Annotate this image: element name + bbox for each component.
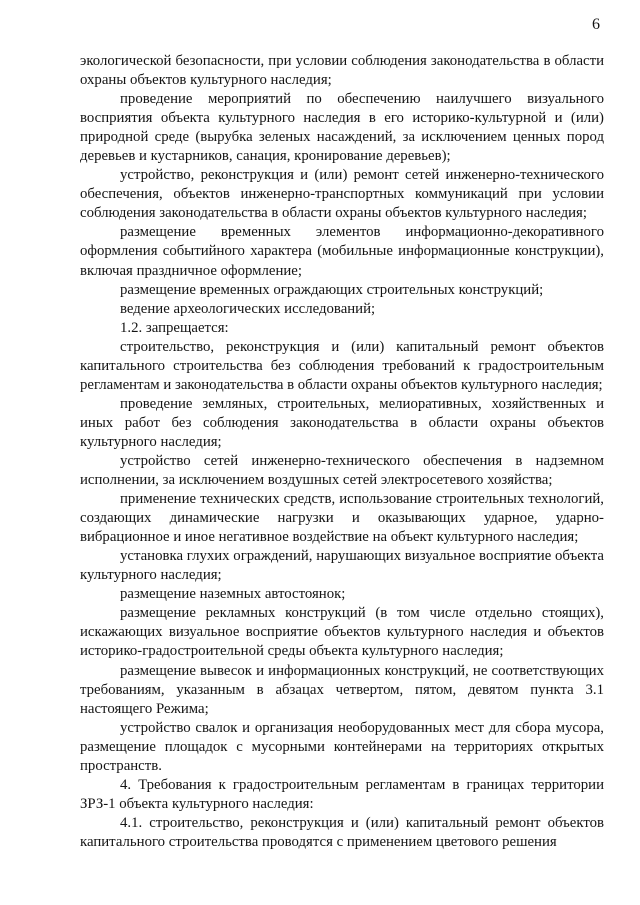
paragraph: размещение наземных автостоянок; <box>120 586 346 603</box>
paragraph: экологической безопасности, при условии соблюдения законодательства в области охраны объектов культурного наследия; <box>80 53 604 89</box>
paragraph: устройство свалок и организация необорудованных мест для сбора мусора, размещение площадок с мусорными контейнерами на территориях открытых пространств. <box>80 719 604 774</box>
paragraph: размещение временных ограждающих строительных конструкций; <box>120 281 544 298</box>
paragraph: проведение мероприятий по обеспечению наилучшего визуального восприятия объекта культурного наследия в его историко-культурной и (или) природной среде (вырубка зеленых насаждений, за исключением ценных пород деревьев и кустарников, санация, кронирование деревьев); <box>80 91 604 165</box>
section-heading: 1.2. запрещается: <box>120 319 229 336</box>
paragraph: применение технических средств, использование строительных технологий, создающих динамические нагрузки и оказывающих ударное, ударно-вибрационное и иное негативное воздействие на объект культурного наследия; <box>80 491 604 546</box>
paragraph: строительство, реконструкция и (или) капитальный ремонт объектов капитального строительства без соблюдения требований к градостроительным регламентам и законодательства в области охраны объектов культурного наследия; <box>80 338 604 393</box>
paragraph: размещение вывесок и информационных конструкций, не соответствующих требованиям, указанным в абзацах четвертом, пятом, девятом пункта 3.1 настоящего Режима; <box>80 662 604 717</box>
paragraph: размещение рекламных конструкций (в том числе отдельно стоящих), искажающих визуальное восприятие объектов культурного наследия и объектов историко-градостроительной среды объекта культурного наследия; <box>80 605 604 660</box>
paragraph: проведение земляных, строительных, мелиоративных, хозяйственных и иных работ без соблюдения законодательства в области охраны объектов культурного наследия; <box>80 395 604 450</box>
paragraph: размещение временных элементов информационно-декоративного оформления событийного характера (мобильные информационные конструкции), включая праздничное оформление; <box>80 224 604 279</box>
paragraph: устройство сетей инженерно-технического обеспечения в надземном исполнении, за исключением воздушных сетей электросетевого хозяйства; <box>80 452 604 489</box>
document-body <box>80 52 604 852</box>
page-number: 6 <box>592 16 600 33</box>
paragraph: 4.1. строительство, реконструкция и (или) капитальный ремонт объектов капитального строительства проводятся с применением цветового решения <box>80 814 604 850</box>
section-heading: 4. Требования к градостроительным регламентам в границах территории ЗРЗ-1 объекта культурного наследия: <box>80 776 604 812</box>
paragraph: устройство, реконструкция и (или) ремонт сетей инженерно-технического обеспечения, объектов инженерно-транспортных коммуникаций при условии соблюдения законодательства в области охраны объектов культурного наследия; <box>80 167 604 222</box>
paragraph: ведение археологических исследований; <box>120 300 376 317</box>
paragraph: установка глухих ограждений, нарушающих визуальное восприятие объекта культурного наследия; <box>80 548 604 584</box>
